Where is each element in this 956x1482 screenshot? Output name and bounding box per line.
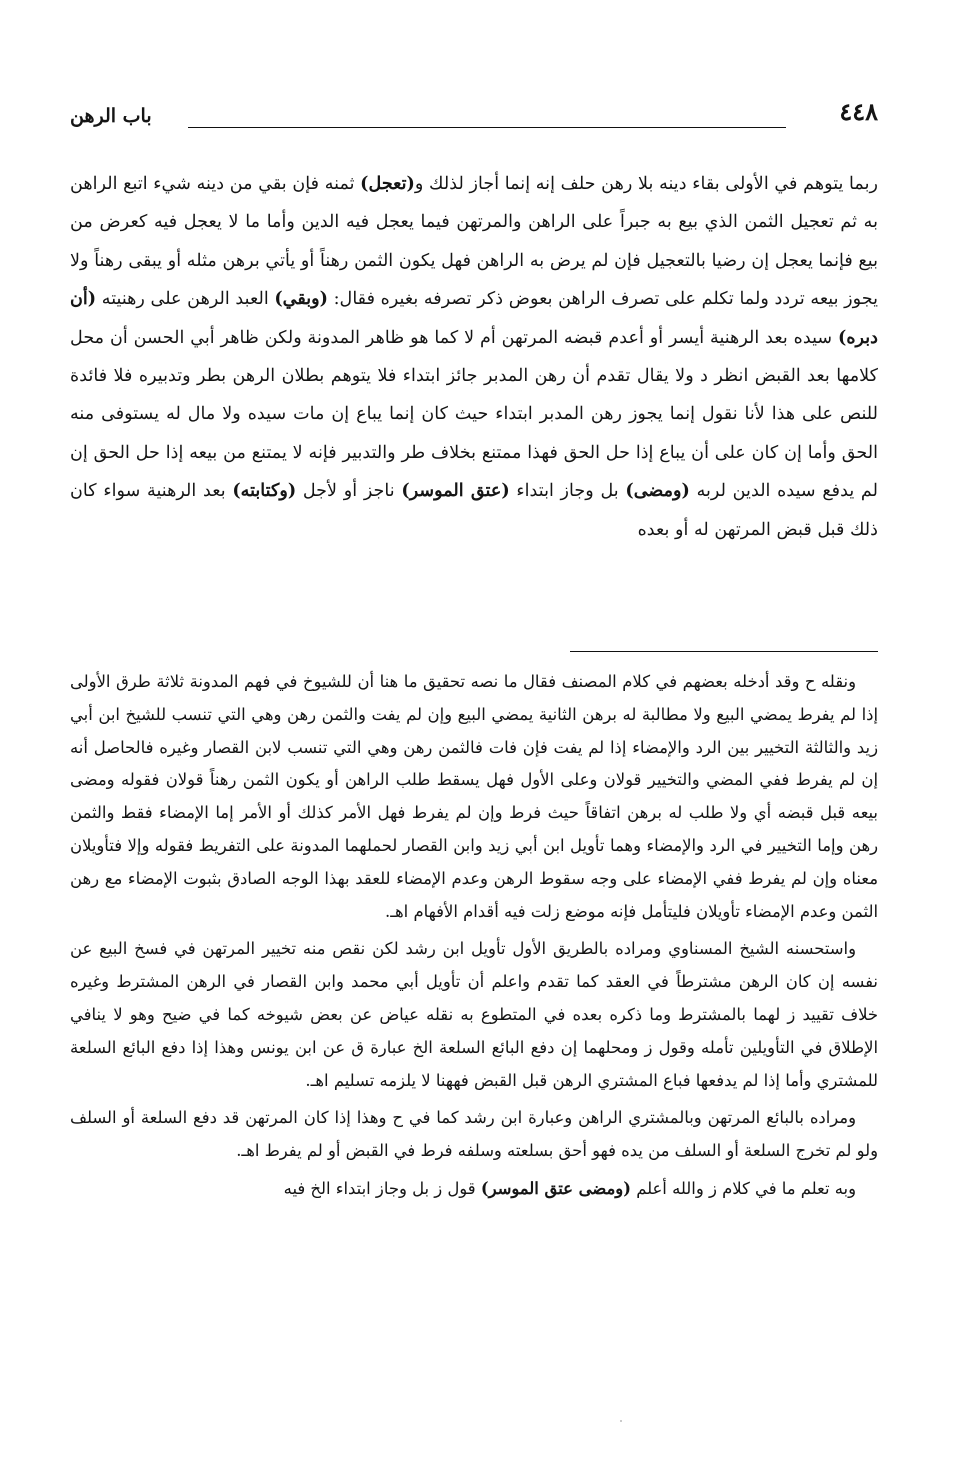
chapter-title: باب الرهن: [70, 105, 152, 127]
scan-dot: [620, 1420, 622, 1422]
page-header: [70, 92, 878, 132]
main-text-segment: سيده بعد الرهنية أيسر أو أعدم قبضه المرتهن أم لا كما هو ظاهر المدونة ولكن ظاهر أبي الحسن أن محل كلامها بعد القبض انظر د ولا يقال تقدم أن رهن المدبر جائز ابتداء فلا يتوهم بطلان الرهن بطر وتدبيره فلا فائدة للنص على هذا لأنا نقول إنما يجوز رهن المدبر ابتداء حيث كان إنما يباع إن مات سيده ولا مال له يستوفى منه الحق وأما إن كان على أن يباع إذا حل الحق فهذا ممتنع بخلاف طر والتدبير فإنه لا يمتنع من بيعه إذا حل الحق إن لم يدفع سيده الدين لربه: [70, 327, 878, 502]
footnote-segment: قول ز بل وجاز ابتداء الخ فيه: [283, 1178, 481, 1198]
footnote-paragraph: ومراده بالبائع المرتهن وبالمشتري الراهن وعبارة ابن رشد كما في ح وهذا إذا كان المرتهن قد دفع السلعة أو السلف ولو لم تخرج السلعة أو السلف من يده فهو أحق بسلعته وسلفه فرط في القبض أو لم يفرط اهـ.: [70, 1108, 878, 1161]
main-text-segment: بل وجاز ابتداء: [509, 481, 626, 502]
main-text-segment: العبد الرهن على رهنيته: [96, 289, 275, 310]
footnote-paragraph: ونقله ح وقد أدخله بعضهم في كلام المصنف فقال ما نصه تحقيق ما هنا أن للشيوخ في فهم المدونة ثلاثة طرق الأولى إذا لم يفرط يمضي البيع ولا مطالبة له برهن الثانية يمضي البيع وإن لم يفت والثمن رهن وهي التي تنسب للشيخ ابن أبي زيد والثالثة التخيير بين الرد والإمضاء إذا لم يفت فإن فات فالثمن رهن وهي التي تنسب لابن القصار وغيره فالحاصل أنه إن لم يفرط ففي المضي والتخيير قولان وعلى الأول فهل يسقط طلب الراهن أو يكون الثمن رهناً قولان فقوله ومضى بيعه قبل قبضه أي ولا طلب له برهن اتفاقاً حيث فرط وإن لم يفرط فهل الأمر كذلك أو الأمر إما الإمضاء فقط والثمن رهن وإما التخيير في الرد والإمضاء وهما تأويل ابن أبي زيد وابن القصار لحملهما المدونة على التفريط فقوله وإلا فتأويلان معناه وإن لم يفرط ففي الإمضاء على وجه سقوط الرهن وعدم الإمضاء للعقد بهذا الوجه الصادق بثبوت الإمضاء مع رهن الثمن وعدم الإمضاء تأويلان فليتأمل فإنه موضع زلت فيه أقدام الأفهام اهـ.: [70, 672, 878, 921]
footnote-segment: وبه تعلم ما في كلام ز والله أعلم: [630, 1178, 856, 1198]
main-text-keyword: (وكتابته): [232, 480, 297, 502]
main-text-keyword: (تعجل): [360, 173, 415, 194]
footnotes: [70, 666, 878, 1211]
footnote-paragraph: واستحسنه الشيخ المسناوي ومراده بالطريق الأول تأويل ابن رشد لكن نقص منه تخيير المرتهن في فسخ البيع عن نفسه إن كان الرهن مشترطاً في العقد كما تقدم واعلم أن تأويل أبي محمد وابن القصار في الرهن المشترط وغيره خلاف تقييد ز لهما بالمشترط وما ذكره بعده في المتطوع به نقله عياض عن بعض شيوخه كما في ضيح وهو لا ينافي الإطلاق في التأويلين تأمله وقول ز ومحلهما إن دفع البائع السلعة الخ عبارة ق عن ابن يونس وهذا إذا دفع البائع السلعة للمشتري وأما إذا لم يدفعها فباع المشتري الرهن قبل القبض فههنا لا يلزمه تسليم اهـ.: [70, 939, 878, 1090]
main-text: [70, 165, 878, 549]
main-text-keyword: (أن دبره): [70, 288, 878, 348]
page-number: ٤٤٨: [839, 97, 878, 126]
header-rule: [188, 127, 786, 128]
main-text-keyword: (وبقي): [274, 288, 328, 310]
main-text-keyword: (عتق الموسر): [401, 480, 510, 502]
main-text-segment: ناجز أو لأجل: [296, 481, 402, 502]
footnote-keyword: (ومضى عتق الموسر): [480, 1178, 631, 1198]
main-text-segment: بعد الرهنية سواء كان ذلك قبل قبض المرتهن له أو بعده: [70, 481, 878, 540]
main-text-keyword: (ومضى): [625, 480, 690, 502]
main-text-segment: ربما يتوهم في الأولى بقاء دينه بلا رهن حلف إنه إنما أجاز لذلك و: [414, 174, 878, 194]
footnote-paragraph: [70, 1173, 878, 1206]
footnote-separator: [570, 651, 878, 652]
main-text-segment: ثمنه فإن بقي من دينه شيء اتبع الراهن به ثم تعجيل الثمن الذي بيع به جبراً على الراهن والمرتهن فيما يعجل فيه الدين وأما ما لا يعجل فيه كعرض من بيع فإنما يعجل إن رضيا بالتعجيل فإن لم يرض به الراهن فهل يكون الثمن رهناً أو يأتي برهن مثله أو يبقى رهناً ولا يجوز بيعه تردد ولما تكلم على تصرف الراهن بعوض ذكر تصرفه بغيره فقال:: [70, 174, 879, 310]
